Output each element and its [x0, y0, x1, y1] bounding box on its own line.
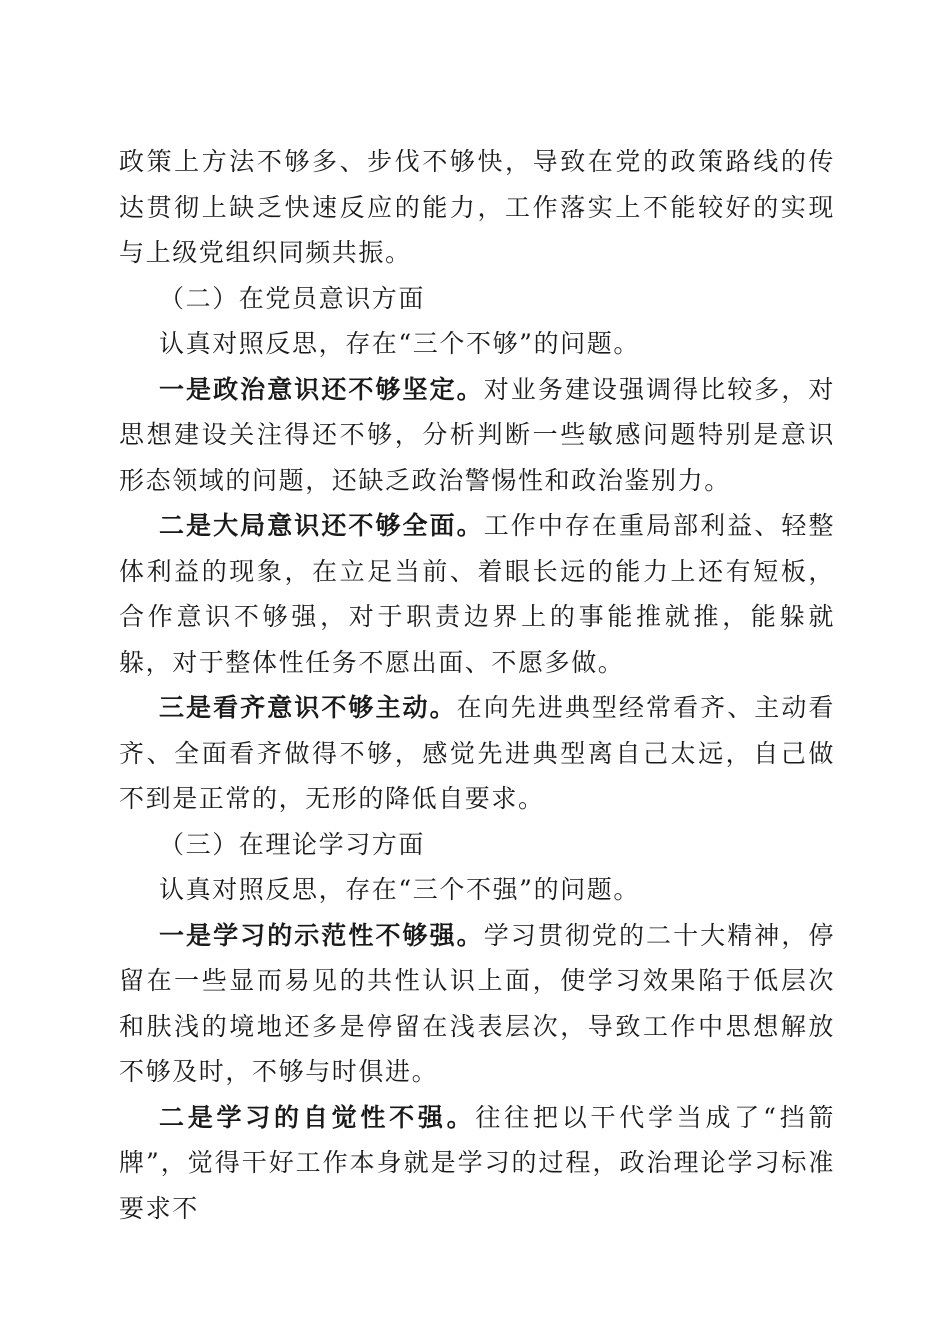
- paragraph-study-exemplary: [119, 913, 835, 1095]
- paragraph-body: 往往把以干代学当成了“挡箭牌”，觉得干好工作本身就是学习的过程，政治理论学习标准要求不: [119, 1102, 835, 1223]
- paragraph-lead: 二是学习的自觉性不强。: [159, 1102, 476, 1132]
- paragraph-lead: 一是学习的示范性不够强。: [159, 920, 484, 950]
- section-heading-party-awareness: （二）在党员意识方面: [159, 283, 426, 313]
- paragraph-study-initiative: [119, 1095, 835, 1232]
- paragraph-lead: 三是看齐意识不够主动。: [159, 693, 457, 722]
- section-summary: 认真对照反思，存在“三个不够”的问题。: [159, 329, 640, 358]
- paragraph-overall-awareness: [119, 503, 835, 685]
- paragraph-body: 对业务建设强调得比较多，对思想建设关注得还不够，分析判断一些敏感问题特别是意识形态领域的问题，还缺乏政治警惕性和政治鉴别力。: [119, 374, 835, 495]
- paragraph-body: 学习贯彻党的二十大精神，停留在一些显而易见的共性认识上面，使学习效果陷于低层次和肤浅的境地还多是停留在浅表层次，导致工作中思想解放不够及时，不够与时俱进。: [119, 920, 835, 1086]
- paragraph-lead: 一是政治意识还不够坚定。: [159, 374, 484, 404]
- section-heading-theory-study: （三）在理论学习方面: [159, 829, 426, 859]
- section-summary: 认真对照反思，存在“三个不强”的问题。: [159, 875, 640, 904]
- paragraph-lead: 二是大局意识还不够全面。: [159, 511, 484, 540]
- paragraph-body: 工作中存在重局部利益、轻整体利益的现象，在立足当前、着眼长远的能力上还有短板，合作意识不够强，对于职责边界上的事能推就推，能躲就躲，对于整体性任务不愿出面、不愿多做。: [119, 511, 835, 677]
- paragraph-alignment-awareness: [119, 685, 835, 822]
- intro-paragraph: 政策上方法不够多、步伐不够快，导致在党的政策路线的传达贯彻上缺乏快速反应的能力，工作落实上不能较好的实现与上级党组织同频共振。: [119, 147, 835, 267]
- paragraph-body: 在向先进典型经常看齐、主动看齐、全面看齐做得不够，感觉先进典型离自己太远，自己做不到是正常的，无形的降低自要求。: [119, 693, 835, 813]
- document-body: [119, 139, 835, 1231]
- paragraph-political-awareness: [119, 367, 835, 504]
